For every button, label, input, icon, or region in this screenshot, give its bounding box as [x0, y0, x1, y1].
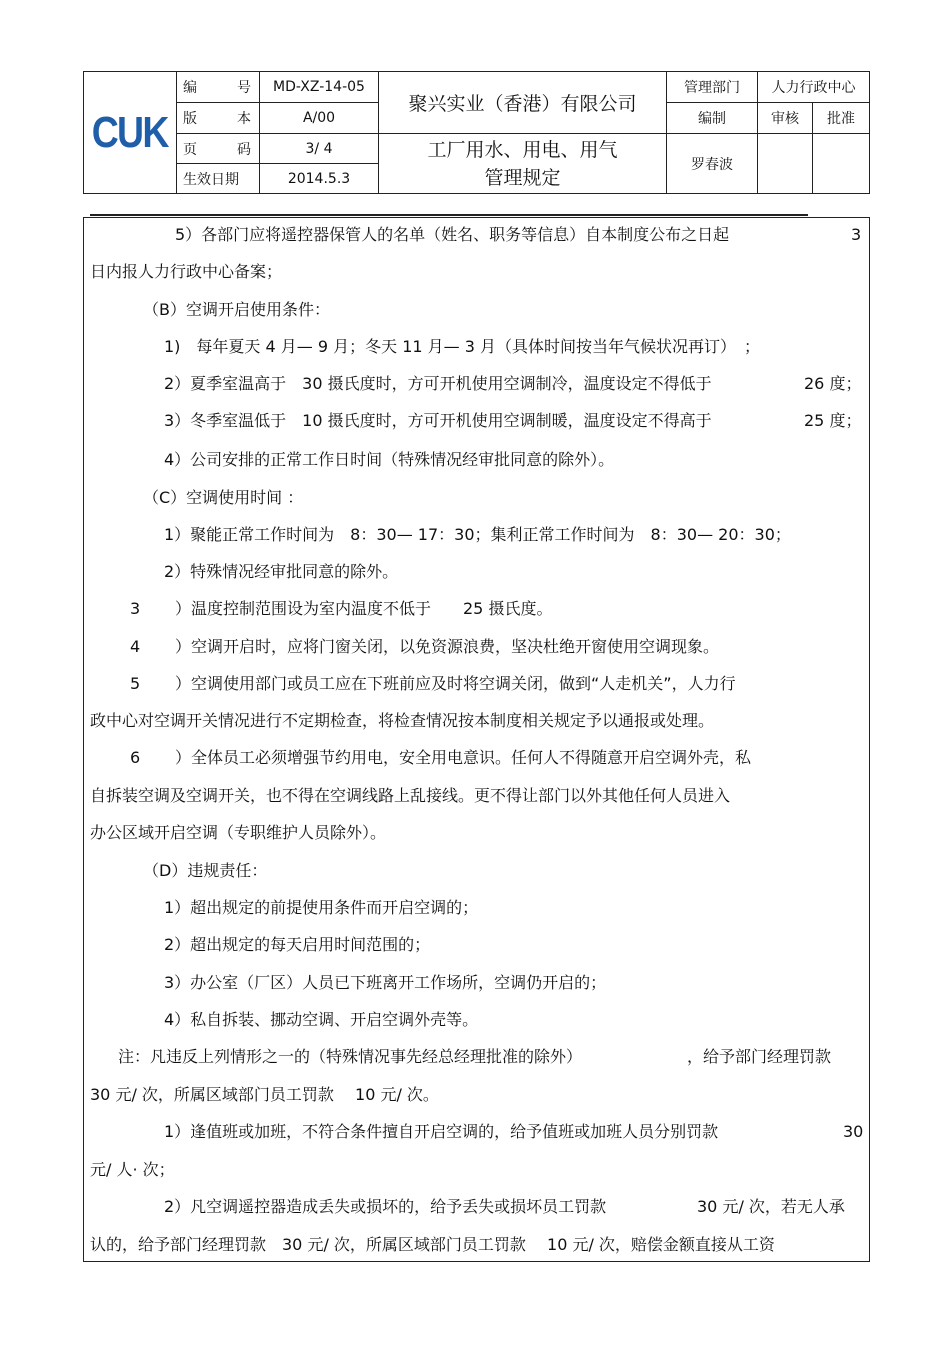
note-line: 30 元/ 次，所属区域部门员工罚款 10 元/ 次。: [90, 1085, 439, 1104]
version-label: 版 本: [183, 111, 251, 127]
body-line: 自拆装空调及空调开关，也不得在空调线路上乱接线。更不得让部门以外其他任何人员进入: [90, 786, 731, 805]
body-line: 元/ 人· 次；: [90, 1160, 175, 1179]
item-number: 5: [130, 674, 141, 693]
document-version: A/00: [302, 110, 336, 126]
body-line: ）空调开启时，应将门窗关闭，以免资源浪费，坚决杜绝开窗使用空调现象。: [175, 637, 720, 656]
body-line: 5）各部门应将遥控器保管人的名单（姓名、职务等信息）自本制度公布之日起: [175, 225, 730, 244]
body-line: 4）私自拆装、挪动空调、开启空调外壳等。: [164, 1010, 479, 1029]
item-number: 6: [130, 748, 141, 767]
body-line: 政中心对空调开关情况进行不定期检查，将检查情况按本制度相关规定予以通报或处理。: [90, 711, 715, 730]
effective-date: 2014.5.3: [287, 170, 351, 187]
body-line: 3）冬季室温低于 10 摄氏度时，方可开机使用空调制暖，温度设定不得高于: [164, 411, 712, 430]
body-line: 1）超出规定的前提使用条件而开启空调的；: [164, 898, 479, 917]
body-line: 26 度；: [804, 374, 862, 393]
note-line: 注：凡违反上列情形之一的（特殊情况事先经总经理批准的除外）: [118, 1047, 583, 1066]
body-line: ）全体员工必须增强节约用电，安全用电意识。任何人不得随意开启空调外壳，私: [175, 748, 752, 767]
item-number: 4: [130, 637, 141, 656]
body-line: 30: [843, 1122, 864, 1141]
body-line: ）温度控制范围设为室内温度不低于 25 摄氏度。: [175, 599, 553, 618]
document-header-table: [83, 71, 870, 194]
section-heading: （C）空调使用时间 ：: [143, 488, 304, 507]
body-line: 2）夏季室温高于 30 摄氏度时，方可开机使用空调制冷，温度设定不得低于: [164, 374, 712, 393]
compile-label: 编制: [698, 111, 726, 127]
page-label: 页 码: [183, 141, 251, 158]
number-label: 编 号: [183, 80, 251, 96]
note-line: ，给予部门经理罚款: [687, 1047, 832, 1066]
effective-date-label: 生效日期: [183, 171, 239, 188]
body-line: 日内报人力行政中心备案；: [90, 262, 283, 281]
company-name: 聚兴实业（香港）有限公司: [408, 93, 637, 115]
body-line: 1）聚能正常工作时间为 8：30— 17：30；集利正常工作时间为 8：30— 20：30；: [164, 525, 791, 544]
section-heading: （D）违规责任：: [143, 861, 268, 880]
section-heading: （B）空调开启使用条件：: [143, 300, 330, 319]
page-number: 3/ 4: [305, 140, 333, 157]
review-label: 审核: [771, 111, 799, 127]
body-line: 3: [851, 225, 862, 244]
dept-label: 管理部门: [684, 80, 740, 96]
body-line: 1) 每年夏天 4 月— 9 月；冬天 11 月— 3 月（具体时间按当年气候状况再订） ；: [164, 337, 761, 356]
body-line: 4）公司安排的正常工作日时间（特殊情况经审批同意的除外）。: [164, 450, 615, 469]
body-line: ）空调使用部门或员工应在下班前应及时将空调关闭，做到“人走机关”，人力行: [175, 674, 736, 693]
approve-label: 批准: [827, 111, 855, 127]
body-line: 2）特殊情况经审批同意的除外。: [164, 562, 399, 581]
approver-signature: [813, 134, 869, 193]
body-line: 30 元/ 次，若无人承: [697, 1197, 845, 1216]
body-line: 2）凡空调遥控器造成丢失或损坏的，给予丢失或损坏员工罚款: [164, 1197, 607, 1216]
body-line: 2）超出规定的每天启用时间范围的；: [164, 935, 431, 954]
item-number: 3: [130, 599, 141, 618]
body-line: 1）逢值班或加班，不符合条件擅自开启空调的，给予值班或加班人员分别罚款: [164, 1122, 719, 1141]
body-line: 办公区域开启空调（专职维护人员除外）。: [90, 823, 387, 842]
body-line: 3）办公室（厂区）人员已下班离开工作场所，空调仍开启的；: [164, 973, 607, 992]
compiler-name: 罗春波: [691, 156, 733, 173]
dept-value: 人力行政中心: [771, 80, 856, 96]
body-line: 认的，给予部门经理罚款 30 元/ 次，所属区域部门员工罚款 10 元/ 次，赔偿金额直接从工资: [90, 1235, 775, 1254]
header-rule: [90, 214, 808, 216]
company-logo: CUK: [92, 107, 168, 157]
reviewer-signature: [758, 134, 812, 193]
body-line: 25 度；: [804, 411, 862, 430]
document-title: 工厂用水、用电、用气 管理规定: [427, 138, 618, 189]
document-number: MD-XZ-14-05: [273, 79, 365, 95]
